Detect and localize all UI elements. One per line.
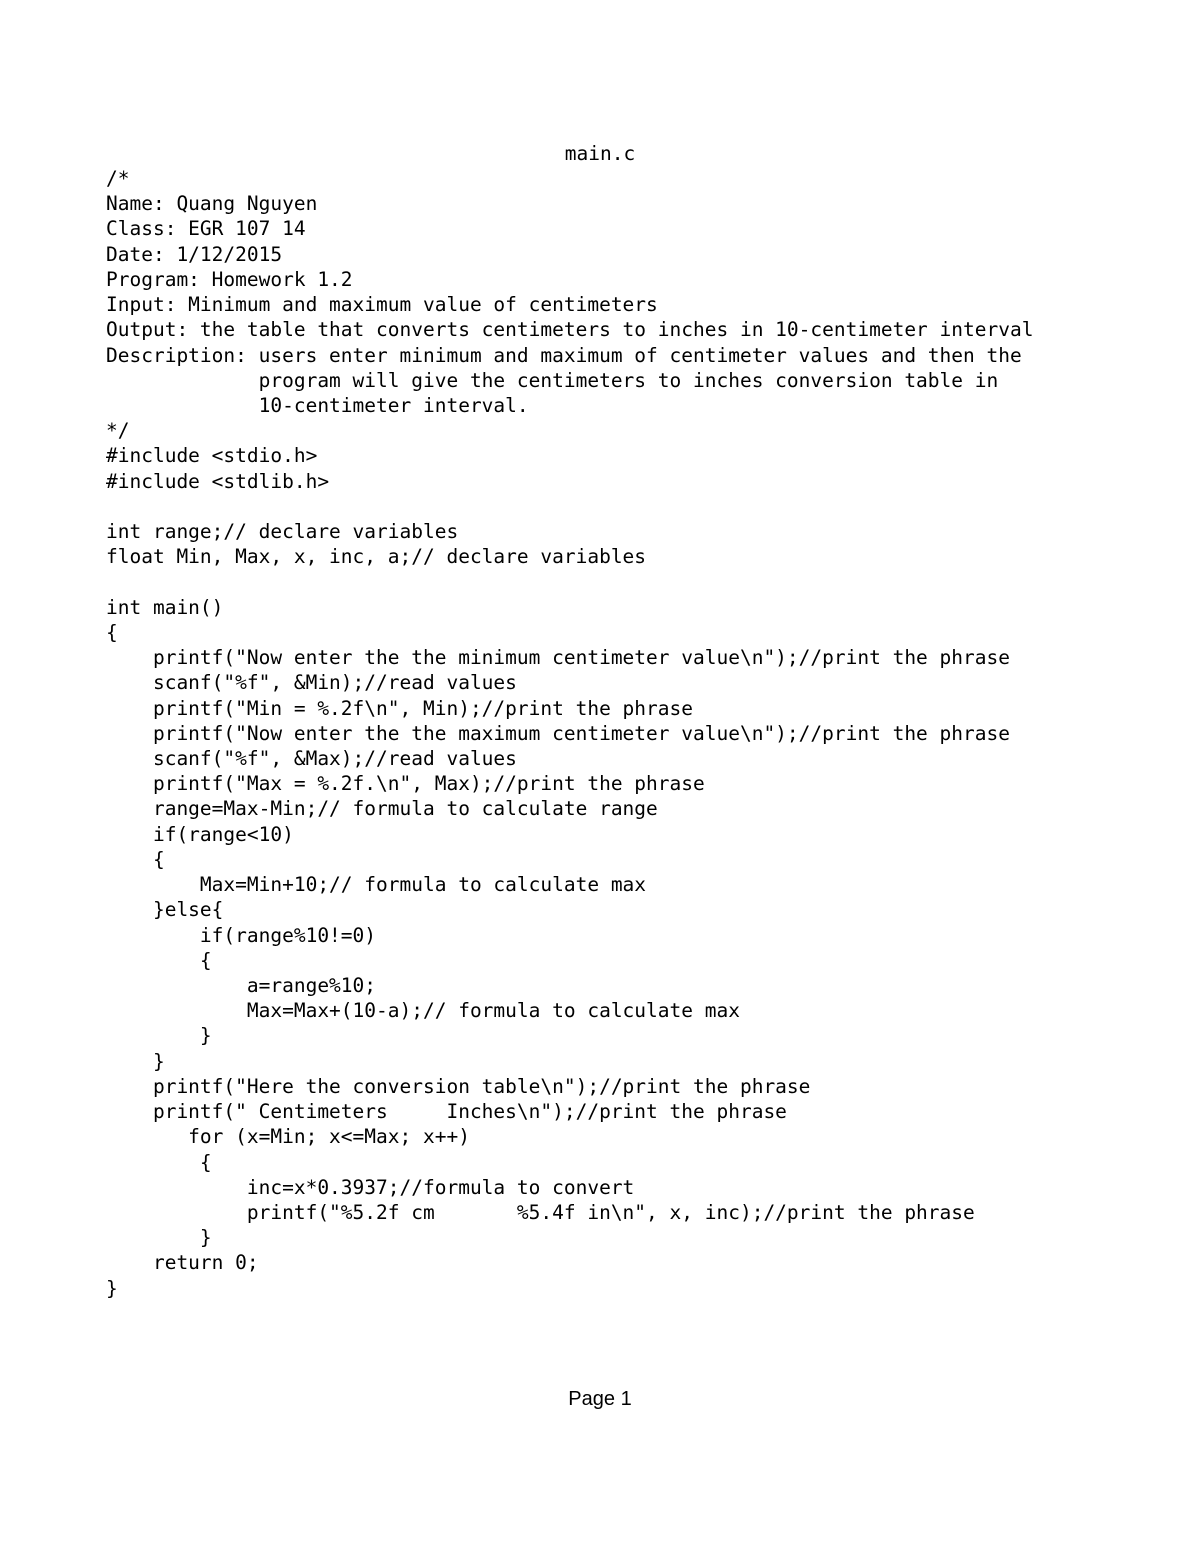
code-line: #include <stdio.h>: [106, 444, 318, 468]
code-line: float Min, Max, x, inc, a;// declare variables: [106, 545, 647, 569]
page-number: Page 1: [568, 1388, 632, 1410]
code-line: scanf("%f", &Max);//read values: [106, 747, 517, 771]
code-line: [106, 570, 1033, 595]
code-line: }: [106, 1049, 165, 1073]
code-line: scanf("%f", &Min);//read values: [106, 671, 517, 695]
code-line: {: [106, 1150, 212, 1174]
code-line: program will give the centimeters to inches conversion table in: [106, 368, 999, 392]
code-line: {: [106, 948, 212, 972]
code-line: printf("%5.2f cm %5.4f in\n", x, inc);//print the phrase: [106, 1200, 975, 1224]
code-line: printf("Here the conversion table\n");//print the phrase: [106, 1074, 811, 1098]
code-line: Max=Max+(10-a);// formula to calculate max: [106, 999, 740, 1023]
code-line: {: [106, 847, 165, 871]
code-line: */: [106, 419, 130, 443]
code-line: for (x=Min; x<=Max; x++): [106, 1125, 470, 1149]
code-line: /*: [106, 167, 130, 190]
code-line: Class: EGR 107 14: [106, 217, 306, 241]
code-line: Date: 1/12/2015: [106, 242, 283, 266]
code-line: int range;// declare variables: [106, 520, 459, 544]
page-title: main.c: [564, 142, 636, 165]
code-line: Description: users enter minimum and maximum of centimeter values and then the: [106, 343, 1022, 367]
code-line: a=range%10;: [106, 974, 377, 997]
code-line: printf("Now enter the the minimum centimeter value\n");//print the phrase: [106, 646, 1010, 670]
code-line: return 0;: [106, 1251, 259, 1275]
code-line: Input: Minimum and maximum value of centimeters: [106, 293, 658, 317]
code-line: printf("Max = %.2f.\n", Max);//print the phrase: [106, 772, 705, 796]
source-code-listing: [106, 166, 1033, 1301]
code-line: Output: the table that converts centimeters to inches in 10-centimeter interval: [106, 318, 1034, 342]
code-line: }: [106, 1276, 118, 1300]
code-line: Name: Quang Nguyen: [106, 192, 318, 216]
code-line: range=Max-Min;// formula to calculate range: [106, 797, 658, 821]
code-line: if(range<10): [106, 822, 294, 846]
code-line: #include <stdlib.h>: [106, 469, 330, 493]
code-line: Max=Min+10;// formula to calculate max: [106, 873, 647, 897]
code-line: }: [106, 1226, 212, 1250]
code-line: Program: Homework 1.2: [106, 267, 353, 291]
code-line: 10-centimeter interval.: [106, 393, 529, 417]
code-line: printf(" Centimeters Inches\n");//print the phrase: [106, 1100, 787, 1124]
code-line: inc=x*0.3937;//formula to convert: [106, 1175, 635, 1199]
code-line: int main(): [106, 595, 224, 619]
code-line: if(range%10!=0): [106, 923, 377, 947]
code-line: printf("Now enter the the maximum centimeter value\n");//print the phrase: [106, 721, 1010, 745]
code-line: printf("Min = %.2f\n", Min);//print the phrase: [106, 696, 693, 720]
code-line: {: [106, 620, 118, 644]
code-line: }else{: [106, 898, 224, 922]
code-line: [106, 494, 1033, 519]
code-line: }: [106, 1024, 212, 1048]
